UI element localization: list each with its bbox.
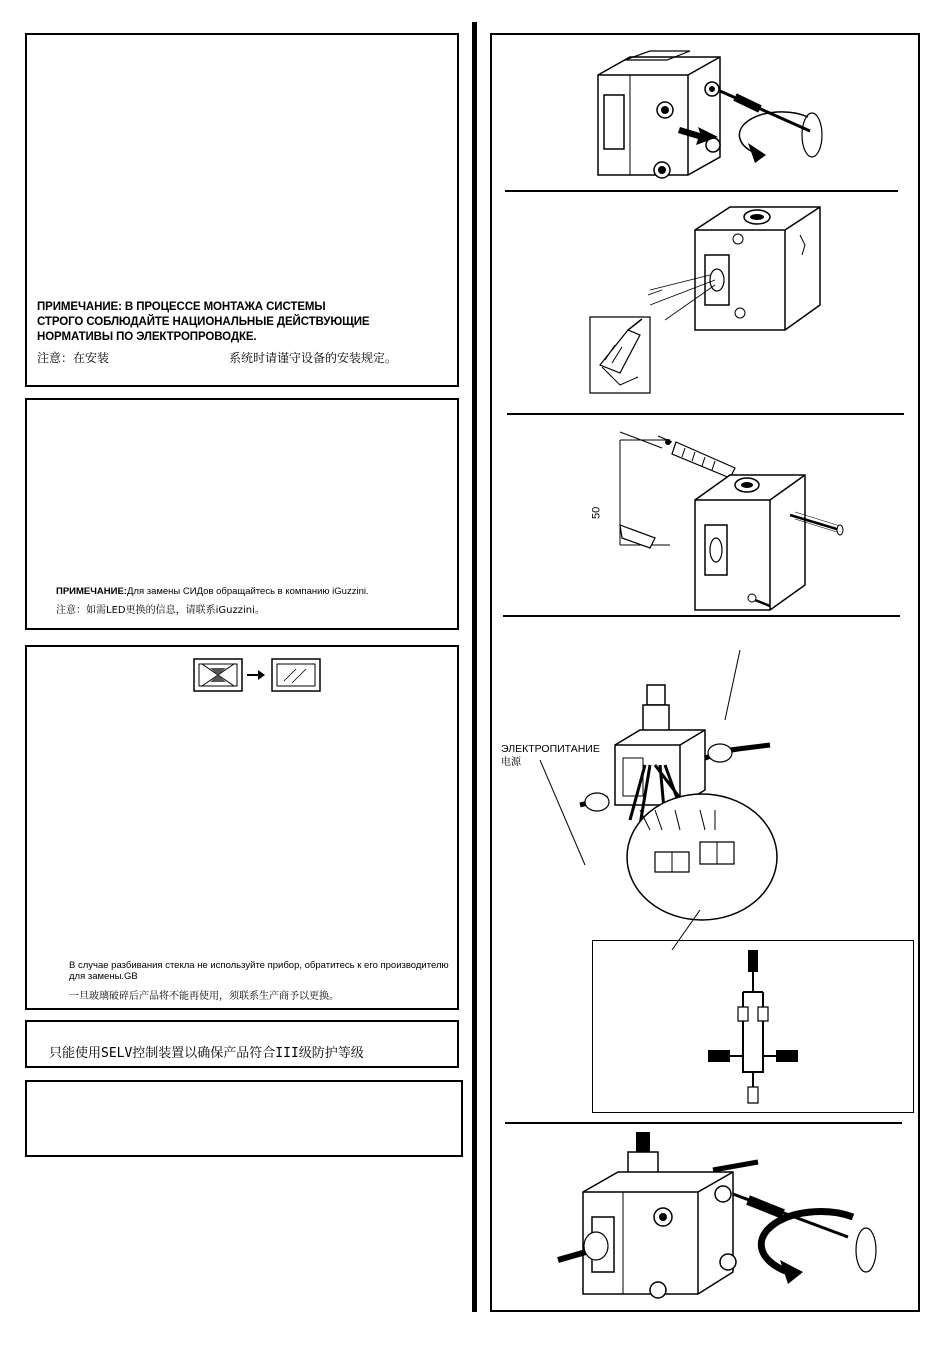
glass-note-ru-line-1: В случае разбивания стекла не используйте прибор, обратитесь к его производителю (69, 960, 449, 971)
note-ru-line-2: СТРОГО СОБЛЮДАЙТЕ НАЦИОНАЛЬНЫЕ ДЕЙСТВУЮЩИЕ (37, 316, 370, 328)
glass-note-ru-line-2: для замены.GB (69, 971, 138, 982)
note-ru-line-3: НОРМАТИВЫ ПО ЭЛЕКТРОПРОВОДКЕ. (37, 331, 257, 343)
led-note-ru-text: Для замены СИДов обращайтесь в компанию iGuzzini. (126, 586, 369, 597)
step3-dimension-label: 50 (590, 506, 603, 519)
empty-note-box (25, 1080, 463, 1157)
step1-open-box-figure (590, 45, 850, 190)
installation-note-box (25, 33, 459, 387)
led-note-ru-label: ПРИМЕЧАНИЕ: (56, 586, 127, 597)
glass-replacement-icon (192, 655, 322, 695)
step2-separator (507, 413, 904, 415)
wire-junction-diagram (700, 942, 810, 1112)
selv-note-cn: 只能使用SELV控制装置以确保产品符合III级防护等级 (49, 1046, 364, 1061)
power-supply-label-cn: 电源 (501, 757, 521, 768)
step2-drilling-figure (590, 195, 850, 405)
power-supply-label-ru: ЭЛЕКТРОПИТАНИЕ (501, 743, 600, 755)
step1-separator (505, 190, 898, 192)
note-cn-part-b: 系统时请谨守设备的安装规定。 (229, 351, 398, 365)
led-note-ru (56, 586, 369, 598)
note-ru-line-1: ПРИМЕЧАНИЕ: В ПРОЦЕССЕ МОНТАЖА СИСТЕМЫ (37, 301, 326, 313)
broken-glass-note-box (25, 645, 459, 1010)
glass-note-cn: 一旦玻璃破碎后产品将不能再使用，须联系生产商予以更换。 (69, 991, 339, 1002)
led-replacement-note-box (25, 398, 459, 630)
note-cn-part-a: 注意：在安装 (37, 351, 110, 365)
step3-separator (503, 615, 900, 617)
led-note-cn: 注意：如需LED更换的信息，请联系iGuzzini。 (56, 605, 265, 616)
step5-close-box-figure (548, 1122, 888, 1302)
step4-wiring-figure (490, 640, 790, 940)
selv-note-box (25, 1020, 459, 1068)
step3-mounting-figure (590, 420, 850, 620)
column-divider (472, 22, 477, 1312)
